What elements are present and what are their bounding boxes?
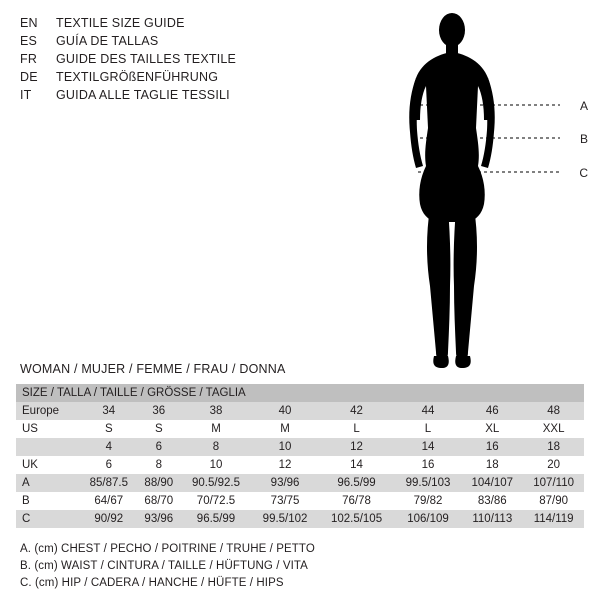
table-header-row (16, 384, 584, 402)
cell: 12 (252, 456, 319, 474)
measure-label-b: B (579, 132, 588, 146)
cell: S (80, 420, 137, 438)
cell: 90.5/92.5 (180, 474, 251, 492)
note-hip: C. (cm) HIP / CADERA / HANCHE / HÜFTE / HIPS (20, 577, 284, 589)
row-label: US (16, 420, 80, 438)
female-silhouette-icon (360, 8, 590, 376)
cell: 16 (461, 438, 523, 456)
cell: 68/70 (137, 492, 180, 510)
cell: 44 (395, 402, 462, 420)
cell: 83/86 (461, 492, 523, 510)
cell: L (395, 420, 462, 438)
row-label (16, 438, 80, 456)
cell: 10 (180, 456, 251, 474)
cell: XXL (523, 420, 584, 438)
table-header-label: SIZE / TALLA / TAILLE / GRÖSSE / TAGLIA (16, 384, 584, 402)
language-code: EN (20, 16, 38, 30)
language-text: GUIDA ALLE TAGLIE TESSILI (56, 88, 230, 102)
language-row-es (20, 32, 340, 50)
table-row (16, 492, 584, 510)
cell: 10 (252, 438, 319, 456)
cell: 18 (523, 438, 584, 456)
row-label: A (16, 474, 80, 492)
cell: 96.5/99 (180, 510, 251, 528)
note-waist: B. (cm) WAIST / CINTURA / TAILLE / HÜFTUNG / VITA (20, 560, 308, 572)
cell: 114/119 (523, 510, 584, 528)
cell: 48 (523, 402, 584, 420)
table-row (16, 456, 584, 474)
table-row (16, 438, 584, 456)
cell: M (180, 420, 251, 438)
cell: 38 (180, 402, 251, 420)
language-text: TEXTILGRÖßENFÜHRUNG (56, 70, 219, 84)
cell: 87/90 (523, 492, 584, 510)
cell: 42 (318, 402, 394, 420)
cell: 12 (318, 438, 394, 456)
table-row (16, 402, 584, 420)
row-label: B (16, 492, 80, 510)
cell: 36 (137, 402, 180, 420)
language-row-de (20, 68, 340, 86)
cell: 104/107 (461, 474, 523, 492)
cell: 20 (523, 456, 584, 474)
cell: 106/109 (395, 510, 462, 528)
cell: 93/96 (252, 474, 319, 492)
language-list (20, 14, 340, 104)
cell: 85/87.5 (80, 474, 137, 492)
cell: 73/75 (252, 492, 319, 510)
cell: 90/92 (80, 510, 137, 528)
language-row-fr (20, 50, 340, 68)
cell: L (318, 420, 394, 438)
cell: 64/67 (80, 492, 137, 510)
language-code: ES (20, 34, 38, 48)
language-row-en (20, 14, 340, 32)
measure-label-c: C (579, 166, 588, 180)
cell: 46 (461, 402, 523, 420)
cell: XL (461, 420, 523, 438)
cell: 6 (137, 438, 180, 456)
language-row-it (20, 86, 340, 104)
cell: 102.5/105 (318, 510, 394, 528)
row-label: Europe (16, 402, 80, 420)
language-text: GUÍA DE TALLAS (56, 34, 159, 48)
cell: 4 (80, 438, 137, 456)
cell: S (137, 420, 180, 438)
cell: 18 (461, 456, 523, 474)
cell: 40 (252, 402, 319, 420)
language-code: IT (20, 88, 32, 102)
cell: 93/96 (137, 510, 180, 528)
table-row (16, 420, 584, 438)
cell: 79/82 (395, 492, 462, 510)
cell: 76/78 (318, 492, 394, 510)
language-text: GUIDE DES TAILLES TEXTILE (56, 52, 237, 66)
figure-panel (360, 8, 590, 376)
cell: 6 (80, 456, 137, 474)
row-label: UK (16, 456, 80, 474)
cell: 99.5/102 (252, 510, 319, 528)
measure-label-a: A (579, 99, 588, 113)
cell: 8 (180, 438, 251, 456)
language-code: DE (20, 70, 38, 84)
cell: 88/90 (137, 474, 180, 492)
language-code: FR (20, 52, 38, 66)
note-chest: A. (cm) CHEST / PECHO / POITRINE / TRUHE / PETTO (20, 543, 315, 555)
cell: 16 (395, 456, 462, 474)
table-row (16, 474, 584, 492)
cell: 34 (80, 402, 137, 420)
measurement-notes (20, 541, 580, 592)
cell: 8 (137, 456, 180, 474)
cell: 96.5/99 (318, 474, 394, 492)
cell: 110/113 (461, 510, 523, 528)
cell: 107/110 (523, 474, 584, 492)
cell: M (252, 420, 319, 438)
cell: 14 (318, 456, 394, 474)
size-table (16, 384, 584, 528)
cell: 70/72.5 (180, 492, 251, 510)
section-title: WOMAN / MUJER / FEMME / FRAU / DONNA (20, 362, 286, 376)
table-row (16, 510, 584, 528)
language-text: TEXTILE SIZE GUIDE (56, 16, 185, 30)
row-label: C (16, 510, 80, 528)
cell: 99.5/103 (395, 474, 462, 492)
cell: 14 (395, 438, 462, 456)
